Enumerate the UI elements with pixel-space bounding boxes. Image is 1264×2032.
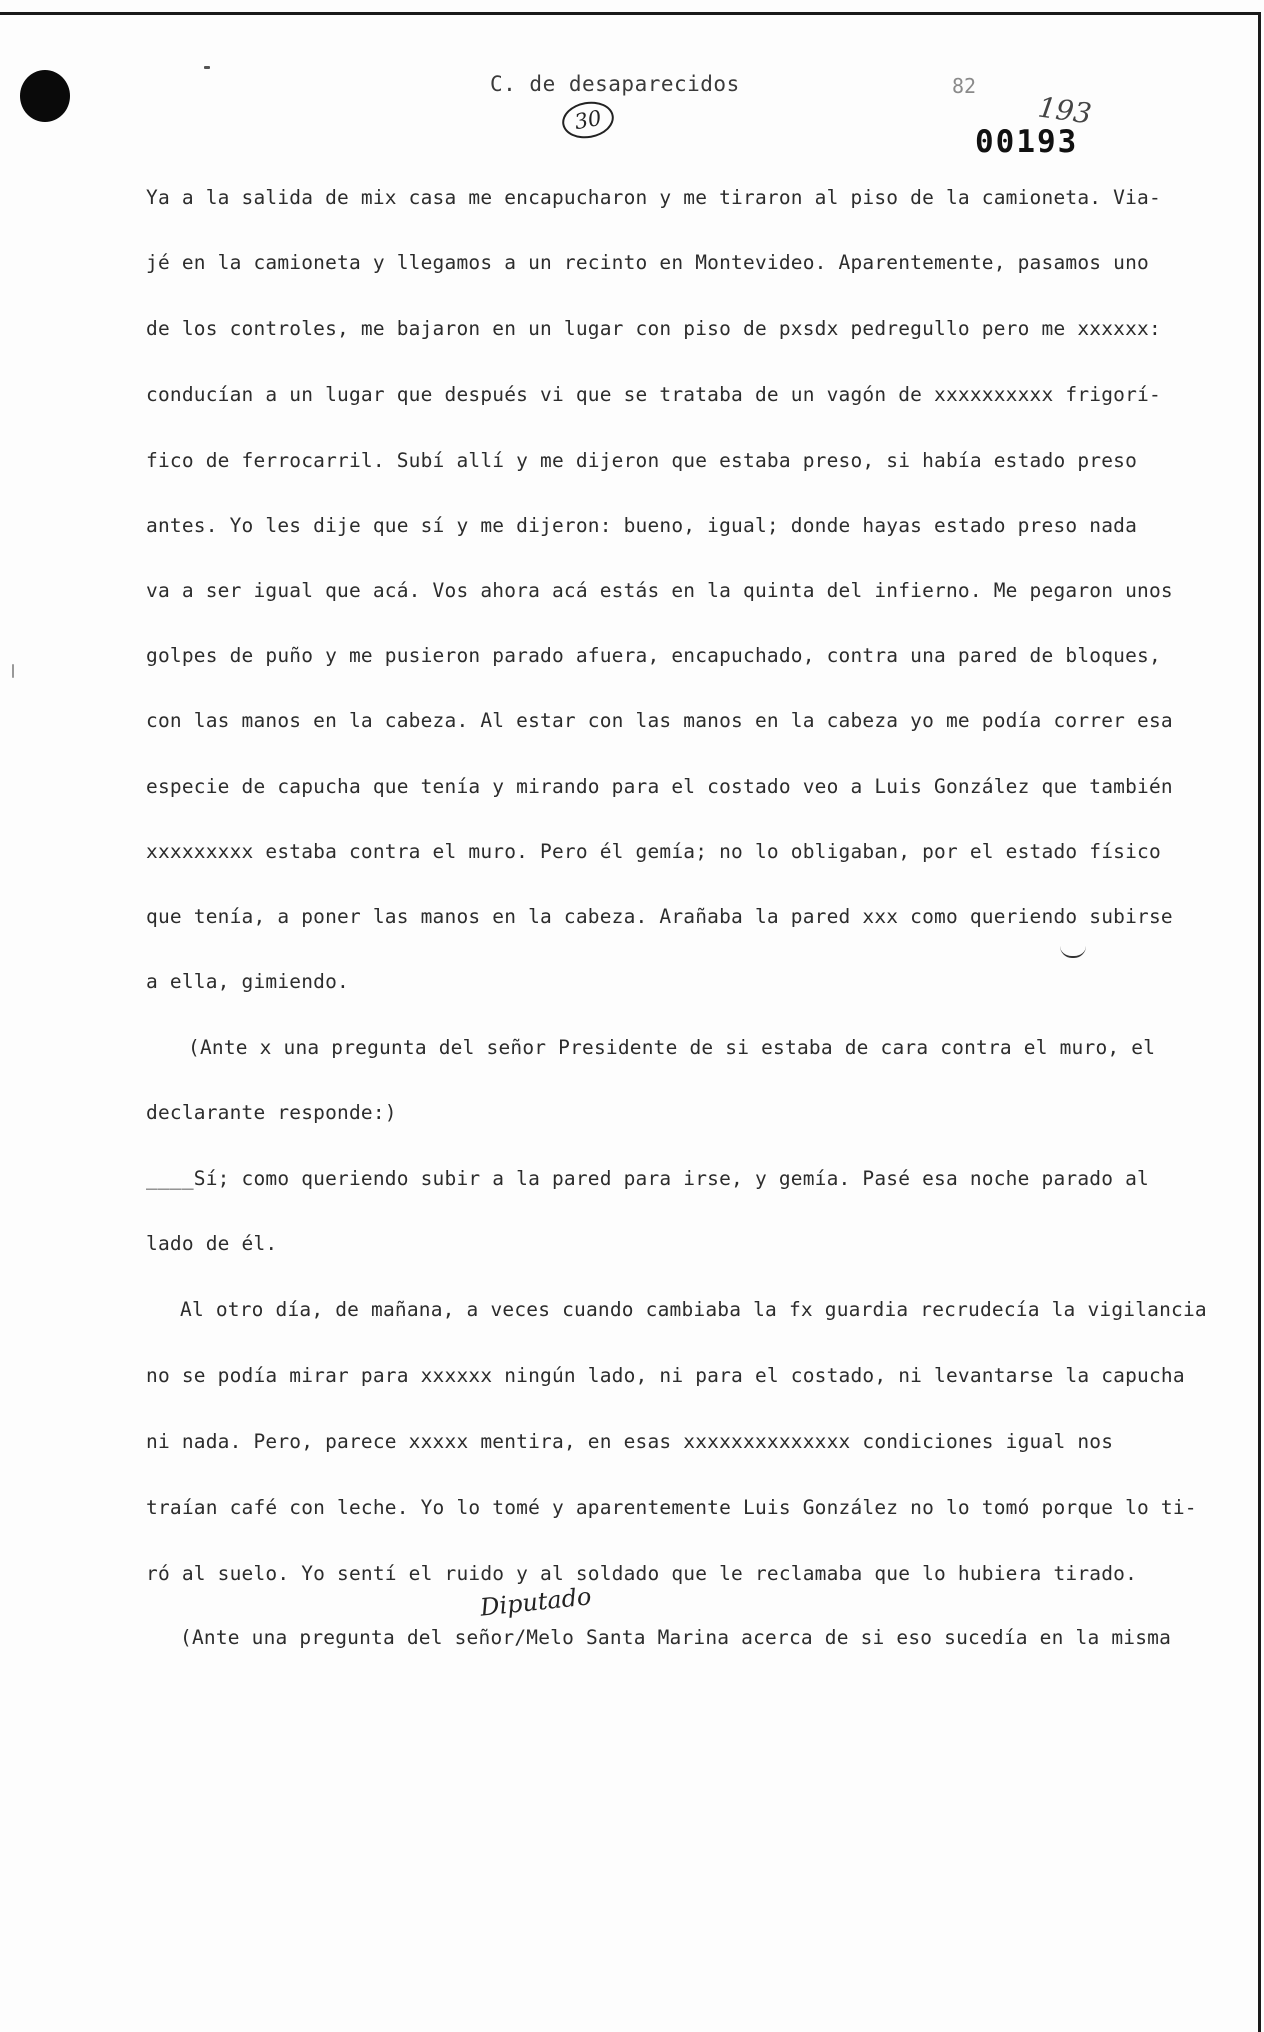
text-line: antes. Yo les dije que sí y me dijeron: bueno, igual; donde hayas estado preso nada xyxy=(146,514,1138,537)
text-line: va a ser igual que acá. Vos ahora acá estás en la quinta del infierno. Me pegaron unos xyxy=(146,579,1173,602)
handwritten-insert: Diputado xyxy=(478,1582,593,1622)
text-line: de los controles, me bajaron en un lugar con piso de pxsdx pedregullo pero me xxxxxx: xyxy=(146,317,1161,340)
text-line: lado de él. xyxy=(146,1232,278,1255)
page-border-top xyxy=(0,12,1260,15)
handwritten-page-number: 193 xyxy=(1035,90,1094,131)
text-line: que tenía, a poner las manos en la cabeza. Arañaba la pared xxx como queriendo subirse xyxy=(146,905,1173,928)
text-line: traían café con leche. Yo lo tomé y aparentemente Luis González no lo tomó porque lo ti- xyxy=(146,1496,1197,1519)
text-line: fico de ferrocarril. Subí allí y me dijeron que estaba preso, si había estado preso xyxy=(146,449,1138,472)
text-line: conducían a un lugar que después vi que se trataba de un vagón de xxxxxxxxxx frigorí- xyxy=(146,383,1161,406)
punch-hole xyxy=(20,70,70,122)
text-line: (Ante una pregunta del señor/Melo Santa Marina acerca de si eso sucedía en la misma xyxy=(180,1626,1172,1649)
scan-speck xyxy=(12,664,14,678)
text-line: ____Sí; como queriendo subir a la pared para irse, y gemía. Pasé esa noche parado al xyxy=(146,1167,1149,1190)
text-line: jé en la camioneta y llegamos a un recinto en Montevideo. Aparentemente, pasamos uno xyxy=(146,251,1149,274)
text-line: no se podía mirar para xxxxxx ningún lado, ni para el costado, ni levantarse la capucha xyxy=(146,1364,1185,1387)
text-line: Ya a la salida de mix casa me encapucharon y me tiraron al piso de la camioneta. Via- xyxy=(146,186,1161,209)
text-line: declarante responde:) xyxy=(146,1101,397,1124)
text-line: especie de capucha que tenía y mirando para el costado veo a Luis González que también xyxy=(146,775,1173,798)
page-title: C. de desaparecidos xyxy=(490,72,740,96)
folio-stamp: 00193 xyxy=(975,124,1079,160)
scan-speck xyxy=(204,66,210,69)
page-number: 82 xyxy=(952,74,977,98)
insertion-caret xyxy=(1060,946,1086,958)
text-line: golpes de puño y me pusieron parado afuera, encapuchado, contra una pared de bloques, xyxy=(146,644,1161,667)
text-line: ni nada. Pero, parece xxxxx mentira, en esas xxxxxxxxxxxxxx condiciones igual nos xyxy=(146,1430,1114,1453)
circled-number: 30 xyxy=(559,98,616,142)
text-line: xxxxxxxxx estaba contra el muro. Pero él gemía; no lo obligaban, por el estado físico xyxy=(146,840,1161,863)
text-line: a ella, gimiendo. xyxy=(146,970,349,993)
text-line: ró al suelo. Yo sentí el ruido y al soldado que le reclamaba que lo hubiera tirado. xyxy=(146,1562,1138,1585)
text-line: con las manos en la cabeza. Al estar con las manos en la cabeza yo me podía correr esa xyxy=(146,709,1173,732)
text-line: Al otro día, de mañana, a veces cuando cambiaba la fx guardia recrudecía la vigilancia xyxy=(180,1298,1207,1321)
page-border-right xyxy=(1258,12,1261,2032)
text-line: (Ante x una pregunta del señor Presidente de si estaba de cara contra el muro, el xyxy=(188,1036,1156,1059)
